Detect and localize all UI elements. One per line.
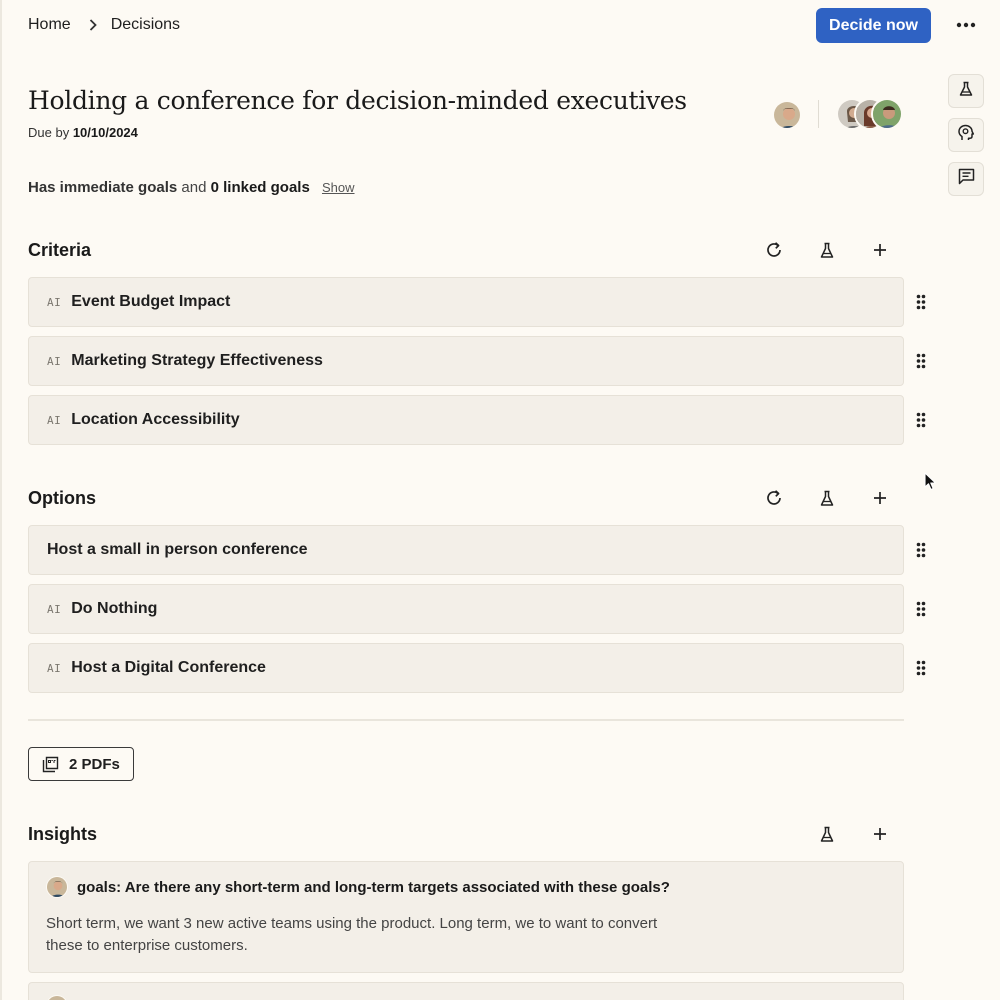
option-item-label: Host a small in person conference bbox=[47, 541, 308, 558]
decide-now-button[interactable]: Decide now bbox=[816, 8, 931, 43]
comment-icon bbox=[958, 168, 975, 190]
flask-icon[interactable] bbox=[815, 822, 839, 846]
ai-tag: AI bbox=[47, 413, 62, 427]
pdf-stack-icon bbox=[42, 756, 59, 773]
add-icon[interactable] bbox=[868, 238, 892, 262]
insight-question: goals: Are there any short-term and long-term targets associated with these goals? bbox=[77, 879, 670, 896]
ai-tag: AI bbox=[47, 602, 62, 616]
criteria-item-label: Marketing Strategy Effectiveness bbox=[71, 352, 323, 369]
insight-author-avatar bbox=[46, 876, 68, 898]
option-item-label: Host a Digital Conference bbox=[71, 659, 266, 676]
add-icon[interactable] bbox=[868, 486, 892, 510]
page-edge bbox=[0, 0, 2, 1000]
flask-icon[interactable] bbox=[815, 238, 839, 262]
insight-author-avatar bbox=[46, 995, 68, 1000]
option-item-label: Do Nothing bbox=[71, 600, 158, 617]
drag-handle-icon[interactable] bbox=[914, 659, 928, 677]
collaborator-avatar[interactable] bbox=[871, 98, 903, 130]
due-prefix: Due by bbox=[28, 125, 70, 140]
ai-tag: AI bbox=[47, 354, 62, 368]
flask-icon bbox=[958, 81, 974, 102]
option-item[interactable] bbox=[28, 643, 904, 693]
insight-card[interactable] bbox=[28, 982, 904, 1000]
criteria-title: Criteria bbox=[28, 240, 92, 260]
rail-comments-button[interactable] bbox=[948, 162, 984, 196]
rail-lab-button[interactable] bbox=[948, 74, 984, 108]
ai-tag: AI bbox=[47, 661, 62, 675]
immediate-goals: Has immediate goals bbox=[28, 179, 178, 196]
add-icon[interactable] bbox=[868, 822, 892, 846]
ai-tag: AI bbox=[47, 295, 62, 309]
drag-handle-icon[interactable] bbox=[914, 541, 928, 559]
insight-card[interactable] bbox=[28, 861, 904, 973]
refresh-icon[interactable] bbox=[762, 486, 786, 510]
criteria-item-label: Event Budget Impact bbox=[71, 293, 231, 310]
drag-handle-icon[interactable] bbox=[914, 600, 928, 618]
due-date bbox=[28, 125, 138, 140]
insight-answer: Short term, we want 3 new active teams using the product. Long term, we to want to convert these to enterprise customers. bbox=[46, 915, 658, 954]
avatar-divider bbox=[818, 100, 819, 128]
attachments-button[interactable] bbox=[28, 747, 134, 781]
criteria-item[interactable] bbox=[28, 336, 904, 386]
owner-avatar[interactable] bbox=[772, 100, 802, 130]
linked-goals: 0 linked goals bbox=[210, 179, 310, 196]
drag-handle-icon[interactable] bbox=[914, 293, 928, 311]
flask-icon[interactable] bbox=[815, 486, 839, 510]
refresh-icon[interactable] bbox=[762, 238, 786, 262]
head-brain-icon bbox=[957, 124, 975, 147]
options-title: Options bbox=[28, 488, 96, 508]
drag-handle-icon[interactable] bbox=[914, 411, 928, 429]
due-date-value: 10/10/2024 bbox=[72, 125, 138, 140]
goals-and: and bbox=[181, 179, 207, 196]
option-item[interactable] bbox=[28, 584, 904, 634]
section-divider bbox=[28, 719, 904, 721]
attachments-label: 2 PDFs bbox=[69, 755, 120, 773]
breadcrumb-home[interactable]: Home bbox=[28, 16, 71, 33]
goals-summary bbox=[28, 179, 355, 196]
rail-assistant-button[interactable] bbox=[948, 118, 984, 152]
chevron-right-icon bbox=[89, 19, 97, 31]
drag-handle-icon[interactable] bbox=[914, 352, 928, 370]
more-options-icon[interactable] bbox=[952, 12, 980, 38]
breadcrumb-current[interactable]: Decisions bbox=[110, 16, 181, 33]
insights-title: Insights bbox=[28, 824, 98, 844]
option-item[interactable] bbox=[28, 525, 904, 575]
criteria-item[interactable] bbox=[28, 395, 904, 445]
page-title: Holding a conference for decision-minded executives bbox=[28, 86, 687, 115]
criteria-item-label: Location Accessibility bbox=[71, 411, 240, 428]
mouse-cursor-icon bbox=[924, 472, 937, 496]
show-goals-link[interactable]: Show bbox=[321, 180, 355, 195]
criteria-item[interactable] bbox=[28, 277, 904, 327]
breadcrumb bbox=[28, 16, 180, 34]
